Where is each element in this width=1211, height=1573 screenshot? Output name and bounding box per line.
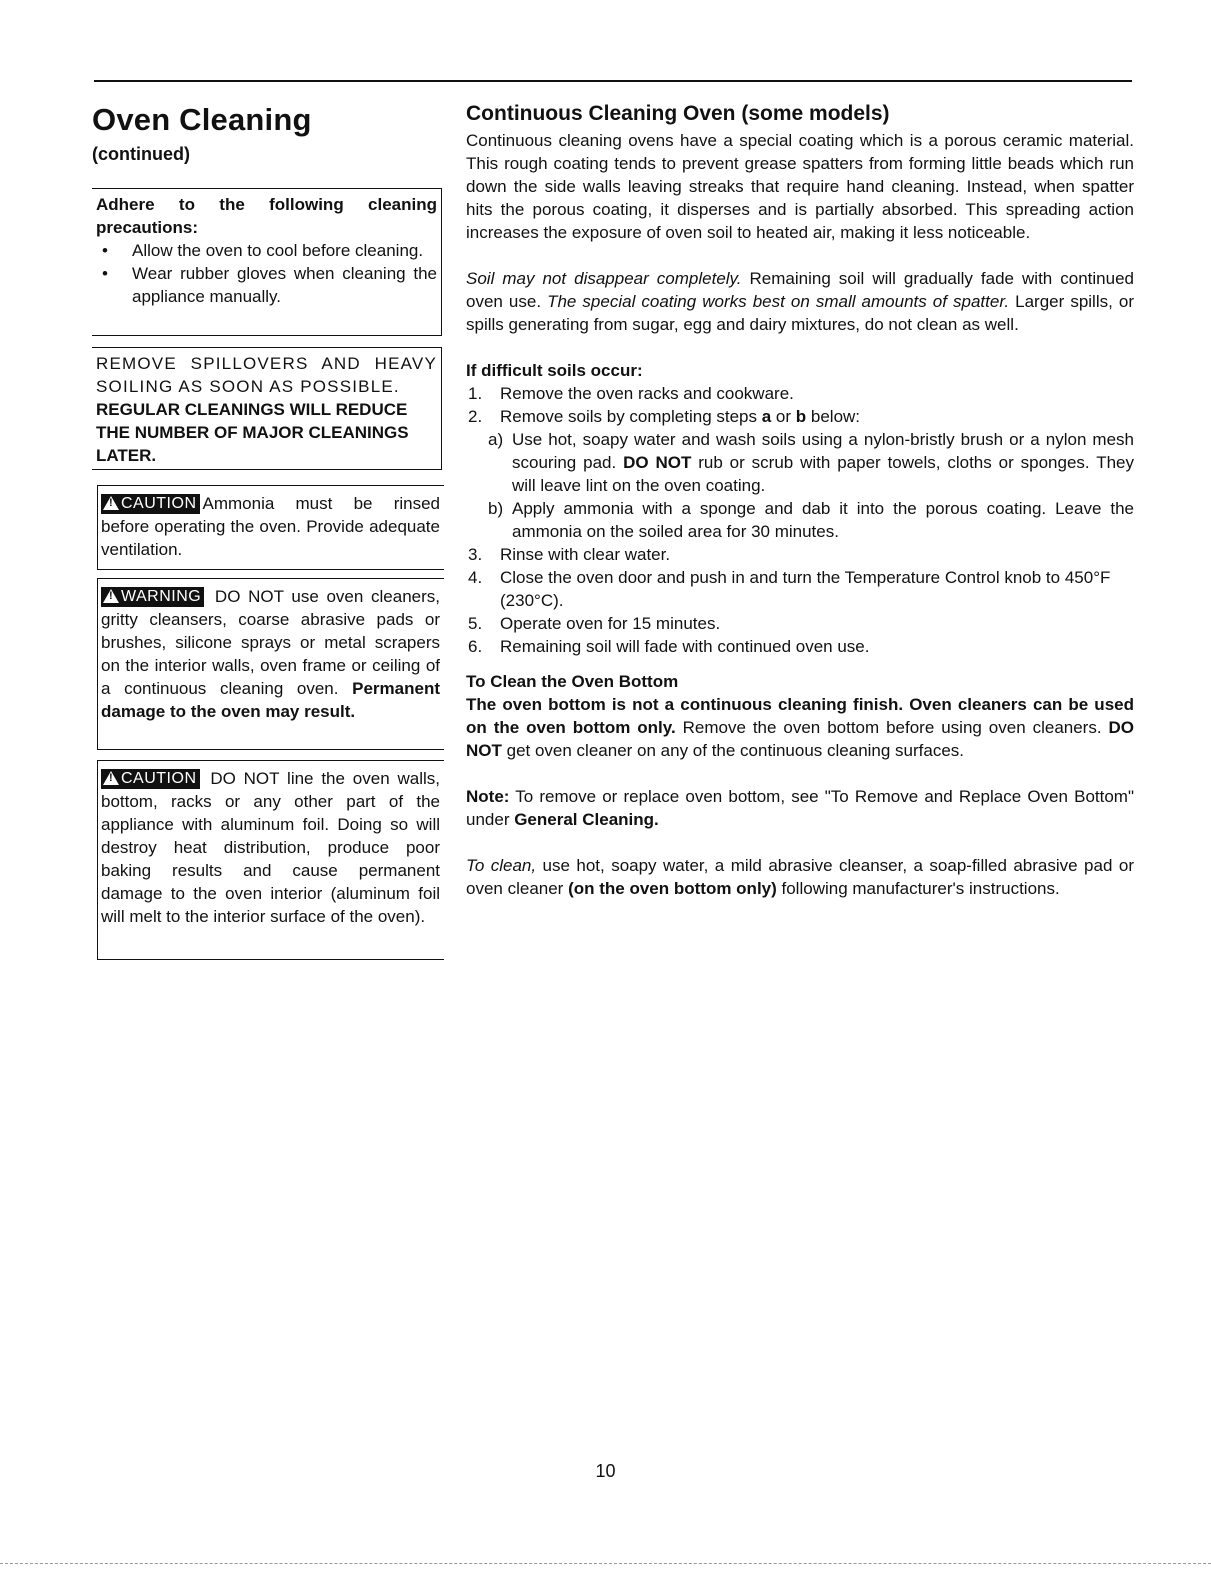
list-item [466, 382, 1134, 405]
caution-foil-box [97, 760, 444, 960]
soil-text-2: Larger spills, or spills generating from sugar, egg and dairy mixtures, do not clean as well. [466, 292, 1134, 334]
step-number: 2. [468, 407, 483, 426]
step-text: Remove soils by completing steps [500, 407, 762, 426]
step-number: 4. [468, 568, 483, 587]
warning-triangle-icon [103, 771, 119, 785]
clean-bold: (on the oven bottom only) [568, 879, 777, 898]
step-number: 5. [468, 614, 483, 633]
caution-badge-label: CAUTION [121, 495, 197, 512]
bottom-text: Remove the oven bottom before using oven cleaners. [675, 718, 1109, 737]
step-text: Remaining soil will fade with continued oven use. [500, 637, 870, 656]
oven-bottom-heading: To Clean the Oven Bottom [466, 672, 679, 691]
caution-foil-text: DO NOT line the oven walls, bottom, racks or any other part of the appliance with aluminum foil. Doing so will destroy heat distribution, produce poor baking results and cause permanent damage to the oven interior (aluminum foil will melt to the interior surface of the oven). [101, 769, 440, 926]
list-item [466, 612, 1134, 635]
caution-ammonia-box [97, 485, 444, 570]
step-text: or [771, 407, 796, 426]
precautions-heading: Adhere to the following cleaning precautions: [96, 195, 437, 237]
warning-badge-label: WARNING [121, 588, 202, 605]
step-bold: DO NOT [623, 453, 692, 472]
bottom-bold: DO NOT [466, 718, 1134, 760]
section-heading: Continuous Cleaning Oven (some models) [466, 102, 890, 125]
step-text: Close the oven door and push in and turn the Temperature Control knob to 450°F (230°C). [500, 568, 1111, 610]
page-number: 10 [595, 1461, 616, 1481]
caution-badge-label: CAUTION [121, 770, 197, 787]
step-text: below: [806, 407, 861, 426]
list-item [466, 635, 1134, 658]
step-number: 1. [468, 384, 483, 403]
list-item [466, 405, 1134, 428]
step-text: Rinse with clear water. [500, 545, 671, 564]
step-text: rub or scrub with paper towels, cloths or sponges. They will leave lint on the oven coating. [512, 453, 1134, 495]
list-item [466, 543, 1134, 566]
bottom-text: get oven cleaner on any of the continuous cleaning surfaces. [501, 741, 965, 760]
step-number: 3. [468, 545, 483, 564]
list-item: • Allow the oven to cool before cleaning. [96, 239, 437, 262]
warning-text: DO NOT use oven cleaners, gritty cleansers, coarse abrasive pads or brushes, silicone sprays or metal scrapers on the interior walls, oven frame or ceiling of a continuous cleaning oven. [101, 587, 440, 698]
page-title: Oven Cleaning [92, 102, 312, 137]
clean-italic: To clean, [466, 856, 537, 875]
step-text: Use hot, soapy water and wash soils using a nylon-bristly brush or a nylon mesh scouring pad. [512, 430, 1134, 472]
substep-letter: a) [488, 430, 504, 449]
right-column [466, 100, 1134, 900]
step-text: Apply ammonia with a sponge and dab it into the porous coating. Leave the ammonia on the soiled area for 30 minutes. [512, 499, 1134, 541]
warning-triangle-icon [103, 496, 119, 510]
spillovers-box [92, 347, 442, 470]
warning-bold-text: Permanent damage to the oven may result. [101, 679, 440, 721]
warning-box [97, 578, 444, 750]
top-rule [94, 80, 1132, 82]
bottom-rule [0, 1563, 1211, 1565]
to-clean-paragraph [466, 854, 1134, 900]
step-text: Operate oven for 15 minutes. [500, 614, 721, 633]
spillovers-bold-text: REGULAR CLEANINGS WILL REDUCE THE NUMBER OF MAJOR CLEANINGS LATER. [96, 400, 409, 465]
intro-paragraph: Continuous cleaning ovens have a special coating which is a porous ceramic material. This rough coating tends to prevent grease spatters from forming little beads which run down the side walls leaving streaks that require hand cleaning. Instead, when spatter hits the porous coating, it disperses and is partially absorbed. This spreading action increases the exposure of oven soil to heated air, making it less noticeable. [466, 131, 1134, 242]
caution-ammonia-text: Ammonia must be rinsed before operating the oven. Provide adequate ventilation. [101, 494, 440, 559]
note-label: Note: [466, 787, 510, 806]
left-column [92, 100, 444, 166]
warning-badge [101, 587, 204, 607]
clean-text: following manufacturer's instructions. [776, 879, 1060, 898]
list-item [466, 428, 1134, 497]
soil-paragraph [466, 267, 1134, 336]
step-text: Remove the oven racks and cookware. [500, 384, 794, 403]
substep-letter: b) [488, 499, 504, 518]
spillovers-caps-text: REMOVE SPILLOVERS AND HEAVY SOILING AS SOON AS POSSIBLE. [96, 354, 437, 396]
clean-text: use hot, soapy water, a mild abrasive cleanser, a soap-filled abrasive pad or oven cleaner [466, 856, 1134, 898]
note-text: To remove or replace oven bottom, see "To Remove and Replace Oven Bottom" under [466, 787, 1134, 829]
steps-list [466, 382, 1134, 658]
oven-bottom-paragraph [466, 693, 1134, 762]
soil-text-1: Remaining soil will gradually fade with continued oven use. [466, 269, 1134, 311]
page-subtitle: (continued) [92, 144, 190, 164]
note-paragraph [466, 785, 1134, 831]
list-item [466, 566, 1134, 612]
soil-italic-1: Soil may not disappear completely. [466, 269, 742, 288]
difficult-soils-heading: If difficult soils occur: [466, 361, 643, 380]
caution-badge [101, 769, 200, 789]
bottom-bold: The oven bottom is not a continuous cleaning finish. Oven cleaners can be used on the oven bottom only. [466, 695, 1134, 737]
warning-triangle-icon [103, 589, 119, 603]
step-number: 6. [468, 637, 483, 656]
list-item [466, 497, 1134, 543]
list-item: • Wear rubber gloves when cleaning the appliance manually. [96, 262, 437, 308]
step-bold: b [795, 407, 807, 426]
precautions-list [96, 239, 437, 308]
precautions-box [92, 188, 442, 336]
note-bold: General Cleaning. [514, 810, 659, 829]
caution-badge [101, 494, 200, 514]
step-bold: a [761, 407, 772, 426]
soil-italic-2: The special coating works best on small amounts of spatter. [547, 292, 1010, 311]
